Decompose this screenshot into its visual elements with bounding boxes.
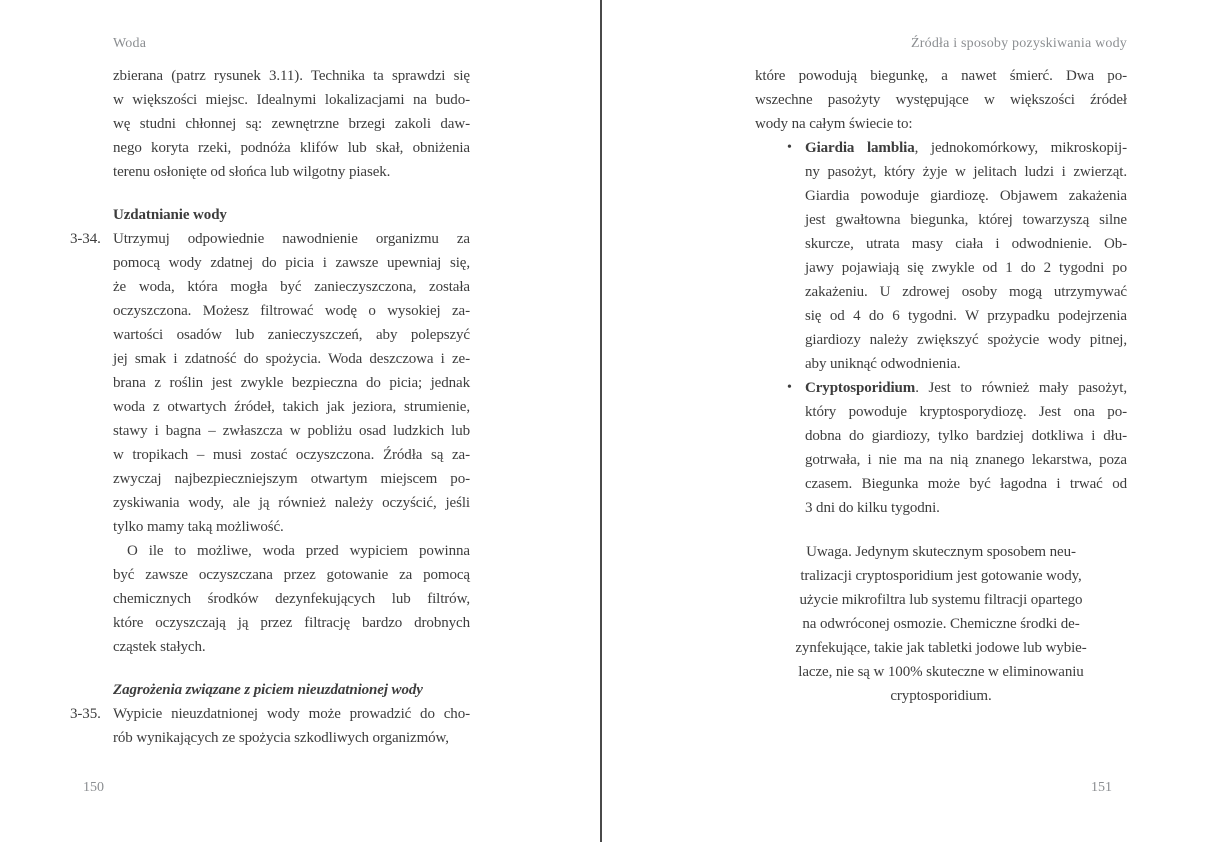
running-head-right: Źródła i sposoby pozyskiwania wody: [911, 36, 1127, 51]
page-content-right: [755, 64, 1127, 708]
paragraph: [113, 539, 470, 659]
text-line: lacze, nie są w 100% skuteczne w eliminowaniu: [798, 664, 1084, 680]
text-line: wody na całym świecie to:: [755, 116, 913, 132]
text-line: aby uniknąć odwodnienia.: [805, 356, 961, 372]
text-line: giardiozy należy zwiększyć spożycie wody pitnej,: [805, 332, 1127, 348]
text-line: w tropikach – musi zostać oczyszczona. Źródła są za-: [113, 447, 470, 463]
text-line: w większości miejsc. Idealnymi lokalizacjami na budo-: [113, 92, 470, 108]
text-line: Wypicie nieuzdatnionej wody może prowadzić do cho-: [113, 706, 470, 722]
text-line: terenu osłonięte od słońca lub wilgotny piasek.: [113, 164, 391, 180]
bullet-icon: •: [787, 380, 792, 395]
text-line: skurcze, utrata masy ciała i odwodnienie. Ob-: [805, 236, 1127, 252]
margin-number: 3-35.: [70, 706, 101, 722]
paragraph: [70, 702, 470, 750]
text-line: cryptosporidium.: [890, 688, 992, 704]
page-content-left: [70, 64, 470, 750]
text-line: na odwróconej osmozie. Chemiczne środki de-: [802, 616, 1080, 632]
text-line: jej smak i zdatność do spożycia. Woda deszczowa i ze-: [113, 351, 470, 367]
text-line: 3 dni do kilku tygodni.: [805, 500, 940, 516]
text-line: pomocą wody zdatnej do picia i zawsze upewniaj się,: [113, 255, 470, 271]
text-line: Giardia lamblia, jednokomórkowy, mikroskopij-: [805, 140, 1127, 156]
text-line: zynfekujące, takie jak tabletki jodowe lub wybie-: [795, 640, 1087, 656]
text-line: wę studni chłonnej są: zewnętrzne brzegi zakoli daw-: [113, 116, 470, 132]
paragraph: [113, 64, 470, 184]
text-line: które oczyszczają ją przez filtrację bardzo drobnych: [113, 615, 470, 631]
text-line: wartości osadów lub zanieczyszczeń, aby polepszyć: [113, 327, 470, 343]
page-divider: [600, 0, 602, 842]
text-line: woda z otwartych źródeł, takich jak jeziora, strumienie,: [113, 399, 470, 415]
text-line: O ile to możliwe, woda przed wypiciem powinna: [127, 543, 470, 559]
text-line: czasem. Biegunka może być łagodna i trwać od: [805, 476, 1127, 492]
text-line: brana z roślin jest zwykle bezpieczna do picia; jednak: [113, 375, 470, 391]
text-line: nego koryta rzeki, podnóża klifów lub skał, obniżenia: [113, 140, 470, 156]
text-line: rób wynikających ze spożycia szkodliwych organizmów,: [113, 730, 449, 746]
page-number-right: 151: [1091, 780, 1112, 795]
text-line: tralizacji cryptosporidium jest gotowanie wody,: [800, 568, 1082, 584]
page-number-left: 150: [83, 780, 104, 795]
text-line: że woda, która mogła być zanieczyszczona, została: [113, 279, 470, 295]
bullet-item: [755, 376, 1127, 520]
text-line: które powodują biegunkę, a nawet śmierć. Dwa po-: [755, 68, 1127, 84]
text-line: tylko mamy taką możliwość.: [113, 519, 284, 535]
section-heading: Uzdatnianie wody: [113, 207, 227, 223]
text-line: oczyszczona. Możesz filtrować wodę o wysokiej za-: [113, 303, 470, 319]
text-line: gotrwała, i nie ma na nią znanego lekarstwa, poza: [805, 452, 1127, 468]
margin-number: 3-34.: [70, 231, 101, 247]
text-line: zwyczaj najbezpieczniejszym otwartym miejscem po-: [113, 471, 470, 487]
bullet-icon: •: [787, 140, 792, 155]
text-line: stawy i bagna – zwłaszcza w pobliżu osad ludzkich lub: [113, 423, 470, 439]
section-heading: Zagrożenia związane z piciem nieuzdatnionej wody: [113, 682, 423, 698]
text-line: który powoduje kryptosporydiozę. Jest ona po-: [805, 404, 1127, 420]
text-line: zyskiwania wody, ale ją również należy oczyścić, jeśli: [113, 495, 470, 511]
text-line: się od 4 do 6 tygodni. W przypadku podejrzenia: [805, 308, 1127, 324]
note-paragraph: [755, 540, 1127, 708]
text-line: dobna do giardiozy, tylko bardziej dotkliwa i dłu-: [805, 428, 1127, 444]
bullet-item: [755, 136, 1127, 376]
running-head-left: Woda: [113, 36, 147, 51]
text-line: Giardia powoduje giardiozę. Objawem zakażenia: [805, 188, 1127, 204]
text-line: zakażeniu. U zdrowej osoby mogą utrzymywać: [805, 284, 1127, 300]
text-line: być zawsze oczyszczana przez gotowanie za pomocą: [113, 567, 470, 583]
text-line: Utrzymuj odpowiednie nawodnienie organizmu za: [113, 231, 470, 247]
text-line: jawy pojawiają się zwykle od 1 do 2 tygodni po: [805, 260, 1127, 276]
text-line: Uwaga. Jedynym skutecznym sposobem neu-: [806, 544, 1076, 560]
text-line: wszechne pasożyty występujące w większości źródeł: [755, 92, 1127, 108]
text-line: cząstek stałych.: [113, 639, 206, 655]
text-line: chemicznych środków dezynfekujących lub filtrów,: [113, 591, 470, 607]
paragraph: [70, 227, 470, 539]
paragraph: [755, 64, 1127, 136]
text-line: Cryptosporidium. Jest to również mały pasożyt,: [805, 380, 1127, 396]
text-line: użycie mikrofiltra lub systemu filtracji opartego: [799, 592, 1083, 608]
text-line: zbierana (patrz rysunek 3.11). Technika ta sprawdzi się: [113, 68, 470, 84]
text-line: jest gwałtowna biegunka, której towarzyszą silne: [805, 212, 1127, 228]
text-line: ny pasożyt, który żyje w jelitach ludzi i zwierząt.: [805, 164, 1127, 180]
